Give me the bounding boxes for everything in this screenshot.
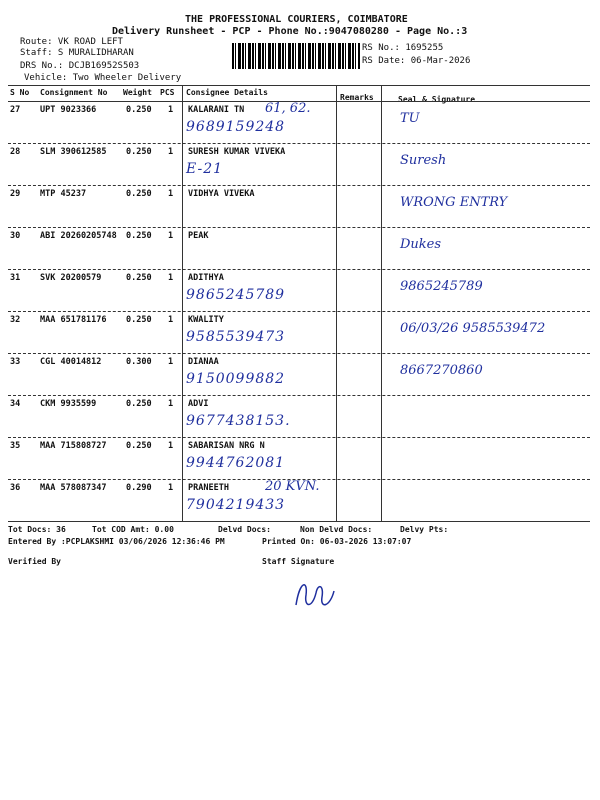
row-consignment-no: MAA 715808727 bbox=[40, 441, 107, 451]
row-sno: 31 bbox=[10, 273, 21, 283]
row-consignee-name: SABARISAN NRG N bbox=[188, 441, 265, 451]
row-handwritten-address: 61, 62. bbox=[265, 101, 311, 116]
row-signature: 9865245789 bbox=[400, 279, 483, 294]
row-pcs: 1 bbox=[168, 105, 174, 115]
row-separator bbox=[8, 395, 590, 396]
row-handwritten-phone: 9689159248 bbox=[186, 119, 286, 135]
row-consignment-no: MTP 45237 bbox=[40, 189, 87, 199]
col-remarks: Remarks bbox=[340, 93, 374, 102]
row-handwritten-phone: 9585539473 bbox=[186, 329, 286, 345]
row-weight: 0.250 bbox=[126, 189, 152, 199]
row-sno: 30 bbox=[10, 231, 21, 241]
delvy-pts: Delvy Pts: bbox=[400, 525, 449, 534]
row-handwritten-phone: 9865245789 bbox=[186, 287, 286, 303]
consignee-separator bbox=[182, 86, 183, 521]
row-weight: 0.250 bbox=[126, 231, 152, 241]
row-weight: 0.290 bbox=[126, 483, 152, 493]
row-consignee-name: VIDHYA VIVEKA bbox=[188, 189, 255, 199]
row-sno: 34 bbox=[10, 399, 21, 409]
row-separator bbox=[8, 437, 590, 438]
row-signature: TU bbox=[400, 111, 420, 126]
row-consignee-name: ADVI bbox=[188, 399, 209, 409]
rs-date: RS Date: 06-Mar-2026 bbox=[362, 56, 471, 66]
row-consignee-name: DIANAA bbox=[188, 357, 219, 367]
staff-signature-label: Staff Signature bbox=[262, 557, 335, 566]
row-sno: 32 bbox=[10, 315, 21, 325]
row-signature: Dukes bbox=[400, 237, 442, 252]
row-signature: 06/03/26 9585539472 bbox=[400, 321, 546, 336]
row-separator bbox=[8, 143, 590, 144]
row-weight: 0.300 bbox=[126, 357, 152, 367]
tot-cod-amt: Tot COD Amt: 0.00 bbox=[92, 525, 174, 534]
company-title: THE PROFESSIONAL COURIERS, COIMBATORE bbox=[185, 14, 408, 25]
row-handwritten-address: 20 KVN. bbox=[265, 479, 320, 494]
runsheet-subtitle: Delivery Runsheet - PCP - Phone No.:9047080280 - Page No.:3 bbox=[112, 26, 468, 37]
row-consignment-no: MAA 578087347 bbox=[40, 483, 107, 493]
row-pcs: 1 bbox=[168, 231, 174, 241]
row-pcs: 1 bbox=[168, 273, 174, 283]
row-consignment-no: CKM 9935599 bbox=[40, 399, 97, 409]
tot-docs: Tot Docs: 36 bbox=[8, 525, 66, 534]
row-weight: 0.250 bbox=[126, 441, 152, 451]
row-pcs: 1 bbox=[168, 189, 174, 199]
row-consignment-no: CGL 40014812 bbox=[40, 357, 102, 367]
row-weight: 0.250 bbox=[126, 105, 152, 115]
row-handwritten-phone: 7904219433 bbox=[186, 497, 286, 513]
row-separator bbox=[8, 353, 590, 354]
col-consignee: Consignee Details bbox=[186, 88, 268, 97]
row-sno: 36 bbox=[10, 483, 21, 493]
staff-signature-scribble bbox=[288, 575, 338, 615]
row-pcs: 1 bbox=[168, 315, 174, 325]
col-sno: S No bbox=[10, 88, 30, 97]
row-separator bbox=[8, 311, 590, 312]
row-consignment-no: SVK 20200579 bbox=[40, 273, 102, 283]
row-handwritten-phone: 9944762081 bbox=[186, 455, 286, 471]
staff: Staff: S MURALIDHARAN bbox=[20, 48, 134, 58]
row-handwritten-phone: E-21 bbox=[186, 161, 224, 177]
row-separator bbox=[8, 185, 590, 186]
row-handwritten-phone: 9677438153. bbox=[186, 413, 291, 429]
header-rule-top bbox=[8, 85, 590, 86]
row-weight: 0.250 bbox=[126, 147, 152, 157]
row-consignee-name: PEAK bbox=[188, 231, 209, 241]
col-consignment: Consignment No bbox=[40, 88, 108, 97]
delvd-docs: Delvd Docs: bbox=[218, 525, 271, 534]
row-weight: 0.250 bbox=[126, 315, 152, 325]
verified-by: Verified By bbox=[8, 557, 61, 566]
col-seal-signature: Seal & Signature bbox=[398, 95, 476, 104]
vehicle: Vehicle: Two Wheeler Delivery bbox=[24, 73, 182, 83]
row-separator bbox=[8, 269, 590, 270]
row-sno: 27 bbox=[10, 105, 21, 115]
drs-number: DRS No.: DCJB16952S503 bbox=[20, 61, 140, 71]
row-signature: Suresh bbox=[400, 153, 447, 168]
row-consignee-name: KALARANI TN bbox=[188, 105, 245, 115]
row-separator bbox=[8, 227, 590, 228]
row-sno: 28 bbox=[10, 147, 21, 157]
row-pcs: 1 bbox=[168, 147, 174, 157]
row-pcs: 1 bbox=[168, 399, 174, 409]
barcode bbox=[232, 43, 360, 69]
row-pcs: 1 bbox=[168, 441, 174, 451]
row-pcs: 1 bbox=[168, 483, 174, 493]
row-handwritten-phone: 9150099882 bbox=[186, 371, 286, 387]
row-signature: WRONG ENTRY bbox=[400, 195, 508, 210]
row-consignment-no: ABI 20260205748 bbox=[40, 231, 117, 241]
row-weight: 0.250 bbox=[126, 273, 152, 283]
row-sno: 35 bbox=[10, 441, 21, 451]
row-consignee-name: KWALITY bbox=[188, 315, 224, 325]
rs-number: RS No.: 1695255 bbox=[362, 43, 444, 53]
row-consignee-name: SURESH KUMAR VIVEKA bbox=[188, 147, 286, 157]
row-sno: 33 bbox=[10, 357, 21, 367]
row-pcs: 1 bbox=[168, 357, 174, 367]
non-delvd-docs: Non Delvd Docs: bbox=[300, 525, 373, 534]
row-consignment-no: UPT 9023366 bbox=[40, 105, 97, 115]
row-consignment-no: SLM 390612585 bbox=[40, 147, 107, 157]
row-sno: 29 bbox=[10, 189, 21, 199]
entered-by: Entered By :PCPLAKSHMI 03/06/2026 12:36:46 PM bbox=[8, 537, 225, 546]
seal-separator bbox=[381, 86, 382, 521]
printed-on: Printed On: 06-03-2026 13:07:07 bbox=[262, 537, 412, 546]
route: Route: VK ROAD LEFT bbox=[20, 37, 123, 47]
row-consignee-name: PRANEETH bbox=[188, 483, 229, 493]
col-weight: Weight bbox=[123, 88, 152, 97]
col-pcs: PCS bbox=[160, 88, 175, 97]
row-consignment-no: MAA 651781176 bbox=[40, 315, 107, 325]
remarks-separator bbox=[336, 86, 337, 521]
footer-rule bbox=[8, 521, 590, 522]
row-weight: 0.250 bbox=[126, 399, 152, 409]
row-consignee-name: ADITHYA bbox=[188, 273, 224, 283]
row-signature: 8667270860 bbox=[400, 363, 483, 378]
